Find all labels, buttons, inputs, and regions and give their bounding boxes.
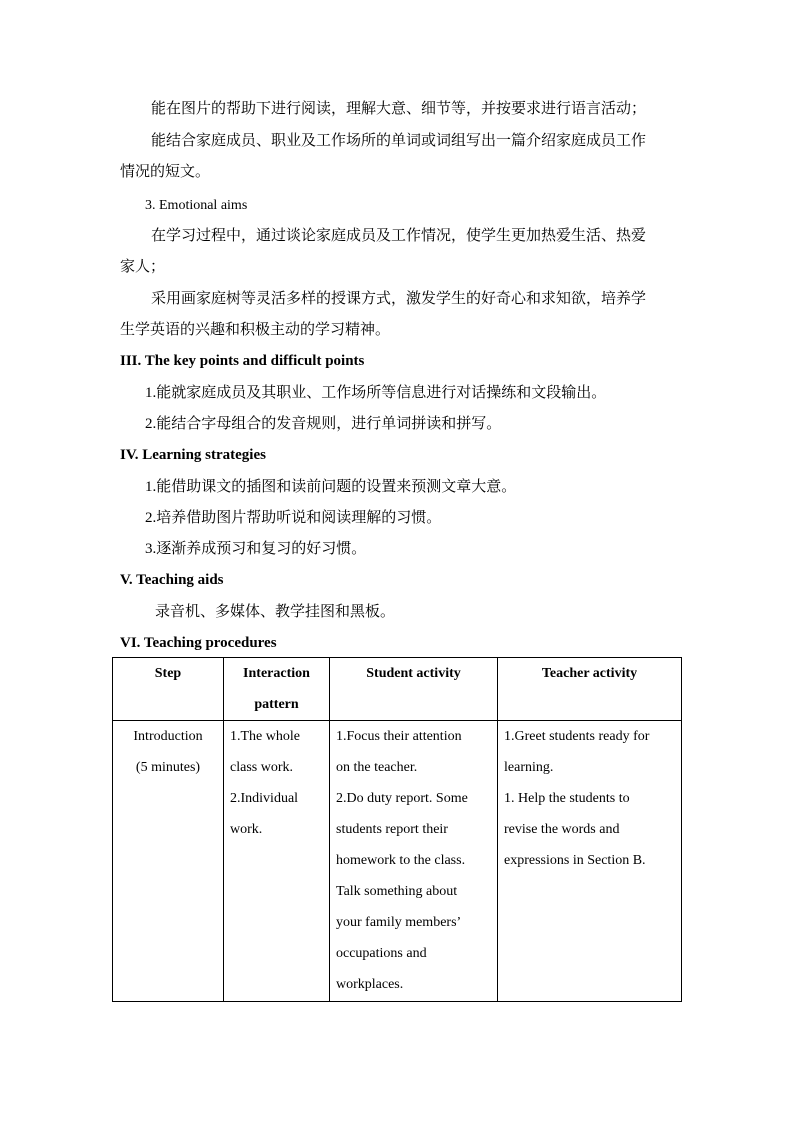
- teacher-activity-line: learning.: [504, 760, 554, 775]
- student-activity-line: students report their: [336, 822, 448, 837]
- teacher-activity-line: 1. Help the students to: [504, 791, 630, 806]
- interaction-line: 2.Individual: [230, 791, 299, 806]
- cell-teacher-activity: [498, 721, 682, 1002]
- section-teaching-aids-heading: V. Teaching aids: [120, 572, 224, 588]
- student-activity-line: 2.Do duty report. Some: [336, 791, 468, 806]
- student-activity-line: your family members’: [336, 915, 462, 930]
- header-student-activity: Student activity: [330, 658, 498, 721]
- student-activity-line: Talk something about: [336, 884, 458, 899]
- header-step: Step: [113, 658, 224, 721]
- teaching-aids-text: 录音机、多媒体、教学挂图和黑板。: [155, 604, 396, 620]
- key-point-item: 2.能结合字母组合的发音规则，进行单词拼读和拼写。: [145, 416, 502, 432]
- header-interaction-line2: pattern: [254, 697, 299, 712]
- paragraph-emotional-aim1-line2: 家人；: [120, 259, 166, 275]
- section-key-points-heading: III. The key points and difficult points: [120, 353, 365, 369]
- interaction-line: class work.: [230, 760, 293, 775]
- student-activity-line: 1.Focus their attention: [336, 729, 462, 744]
- student-activity-line: occupations and: [336, 946, 427, 961]
- strategy-item: 1.能借助课文的插图和读前问题的设置来预测文章大意。: [145, 479, 517, 495]
- cell-interaction: [224, 721, 330, 1002]
- section-teaching-procedures-heading: VI. Teaching procedures: [120, 635, 277, 651]
- paragraph-writing-aim-line1: 能结合家庭成员、职业及工作场所的单词或词组写出一篇介绍家庭成员工作: [151, 133, 647, 149]
- interaction-line: work.: [230, 822, 263, 837]
- teaching-procedures-table: [112, 657, 682, 1002]
- header-teacher-activity: Teacher activity: [498, 658, 682, 721]
- header-interaction-line1: Interaction: [243, 666, 310, 681]
- step-name: Introduction: [133, 729, 203, 744]
- cell-step: [113, 721, 224, 1002]
- strategy-item: 3.逐渐养成预习和复习的好习惯。: [145, 541, 367, 557]
- student-activity-line: homework to the class.: [336, 853, 466, 868]
- paragraph-emotional-aim2-line1: 采用画家庭树等灵活多样的授课方式，激发学生的好奇心和求知欲，培养学: [151, 291, 647, 307]
- emotional-aims-heading: 3. Emotional aims: [145, 198, 248, 213]
- paragraph-emotional-aim1-line1: 在学习过程中，通过谈论家庭成员及工作情况，使学生更加热爱生活、热爱: [151, 228, 647, 244]
- teacher-activity-line: 1.Greet students ready for: [504, 729, 650, 744]
- step-duration: (5 minutes): [135, 760, 201, 775]
- strategy-item: 2.培养借助图片帮助听说和阅读理解的习惯。: [145, 510, 442, 526]
- key-point-item: 1.能就家庭成员及其职业、工作场所等信息进行对话操练和文段输出。: [145, 385, 607, 401]
- teacher-activity-line: revise the words and: [504, 822, 620, 837]
- table-header-row: [113, 658, 682, 721]
- paragraph-emotional-aim2-line2: 生学英语的兴趣和积极主动的学习精神。: [120, 322, 391, 338]
- section-learning-strategies-heading: IV. Learning strategies: [120, 447, 266, 463]
- interaction-line: 1.The whole: [230, 729, 300, 744]
- paragraph-writing-aim-line2: 情况的短文。: [120, 164, 211, 180]
- student-activity-line: workplaces.: [336, 977, 404, 992]
- cell-student-activity: [330, 721, 498, 1002]
- student-activity-line: on the teacher.: [336, 760, 418, 775]
- teacher-activity-line: expressions in Section B.: [504, 853, 646, 868]
- header-interaction-pattern: [224, 658, 330, 721]
- paragraph-reading-aim: 能在图片的帮助下进行阅读，理解大意、细节等，并按要求进行语言活动；: [151, 101, 647, 117]
- table-row: [113, 721, 682, 1002]
